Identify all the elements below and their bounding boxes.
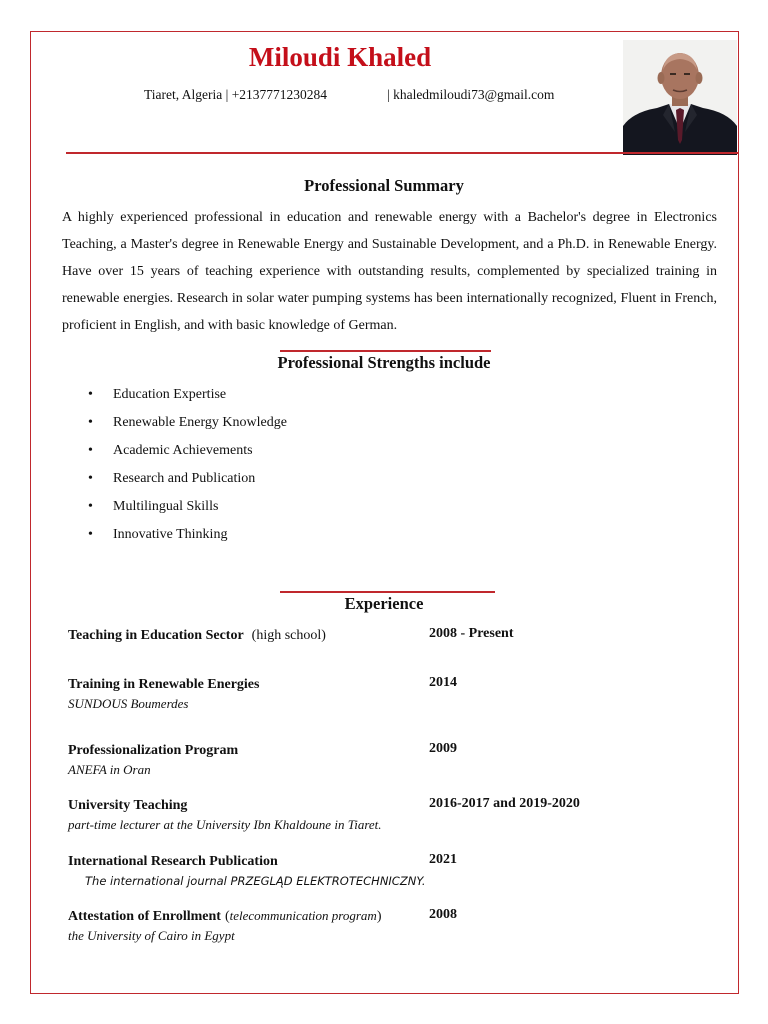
experience-institution: The international journal PRZEGLĄD ELEKTROTECHNICZNY.	[85, 874, 426, 888]
experience-institution: SUNDOUS Boumerdes	[68, 696, 189, 711]
experience-title: Teaching in Education Sector	[68, 628, 244, 643]
email: | khaledmiloudi73@gmail.com	[387, 87, 555, 102]
experience-institution: part-time lecturer at the University Ibn Khaldoune in Tiaret.	[68, 817, 382, 832]
experience-title: Professionalization Program	[68, 743, 239, 758]
experience-title: University Teaching	[68, 798, 188, 813]
summary-text: A highly experienced professional in education and renewable energy with a Bachelor's degree in Electronics Teaching, a Master's degree in Renewable Energy and Sustainable Development, and a Ph.D. in Renewable Energy. Have over 15 years of teaching experience with outstanding results, complemented by specialized training in renewable energies. Research in solar water pumping systems has been internationally recognized, Fluent in French, proficient in English, and with basic knowledge of German.	[62, 210, 717, 333]
experience-title: Attestation of Enrollment	[68, 909, 221, 924]
header-divider	[66, 152, 739, 154]
experience-entry	[68, 626, 728, 644]
list-item: • Education Expertise	[66, 381, 287, 409]
summary-heading: Professional Summary	[304, 176, 464, 195]
experience-date: 2008 - Present	[429, 626, 514, 641]
list-item: • Innovative Thinking	[66, 521, 287, 549]
experience-date: 2008	[429, 907, 457, 922]
strengths-list	[66, 381, 287, 549]
list-item: • Research and Publication	[66, 465, 287, 493]
experience-note: telecommunication program	[229, 908, 377, 923]
experience-title: International Research Publication	[68, 854, 278, 869]
experience-note: (high school)	[251, 628, 326, 643]
experience-date: 2009	[429, 741, 457, 756]
experience-date: 2016-2017 and 2019-2020	[429, 796, 580, 811]
location-phone: Tiaret, Algeria | +2137771230284	[144, 87, 328, 102]
experience-divider	[280, 591, 495, 593]
experience-entry	[68, 796, 728, 833]
experience-heading: Experience	[344, 594, 424, 613]
list-item: • Renewable Energy Knowledge	[66, 409, 287, 437]
strengths-divider	[280, 350, 491, 352]
strengths-heading: Professional Strengths include	[277, 353, 491, 372]
candidate-name: Miloudi Khaled	[248, 42, 432, 72]
list-item: • Academic Achievements	[66, 437, 287, 465]
experience-title: Training in Renewable Energies	[68, 677, 260, 692]
experience-date: 2021	[429, 852, 457, 867]
experience-entry	[68, 675, 728, 712]
experience-institution: ANEFA in Oran	[68, 762, 151, 777]
experience-date: 2014	[429, 675, 457, 690]
list-item: • Multilingual Skills	[66, 493, 287, 521]
experience-institution: the University of Cairo in Egypt	[68, 928, 235, 943]
experience-entry	[68, 852, 728, 888]
experience-entry	[68, 741, 728, 778]
profile-photo	[623, 40, 737, 155]
experience-entry: Attestation of Enrollment (telecommunication program) 2008 the University of Cairo in Egypt	[68, 907, 728, 944]
